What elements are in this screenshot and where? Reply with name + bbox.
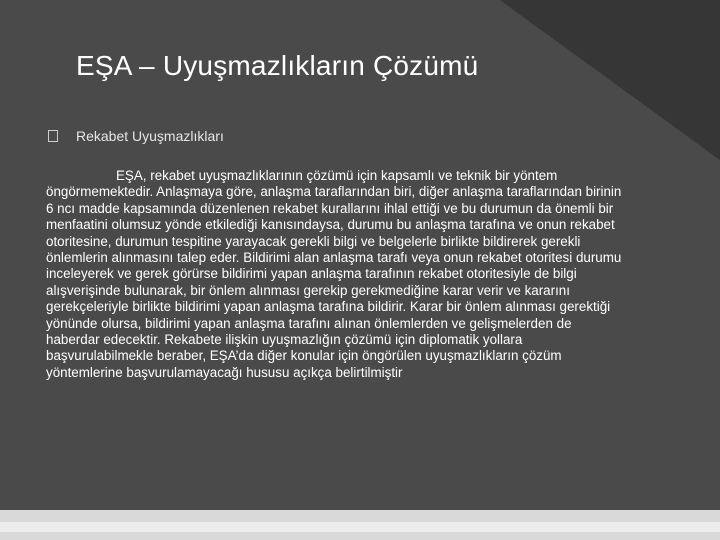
bullet-label: Rekabet Uyuşmazlıkları bbox=[76, 128, 224, 144]
bottom-strip bbox=[0, 510, 720, 540]
body-paragraph: EŞA, rekabet uyuşmazlıklarının çözümü için kapsamlı ve teknik bir yöntem öngörmemektedir. Anlaşmaya göre, anlaşma taraflarından biri, diğer anlaşma taraflarından birinin 6 ncı madde kapsamında düzenlenen rekabet kurallarını ihlal ettiği ve bu durumun da önemli bir menfaatini olumsuz yönde etkilediği kanısındaysa, durumu bu anlaşma tarafına ve onun rekabet otoritesine, durumun tespitine yarayacak gerekli bilgi ve belgelerle birlikte bildirerek gerekli önlemlerin alınmasını talep eder. Bildirimi alan anlaşma tarafı veya onun rekabet otoritesi durumu inceleyerek ve gerek görürse bildirimi yapan anlaşma tarafının rekabet otoritesiyle de bilgi alışverişinde bulunarak, bir önlem alınması gerekip gerekmediğine karar verir ve kararını gerekçeleriyle birlikte bildirimi yapan anlaşma tarafına bildirir. Karar bir önlem alınması gerektiği yönünde olursa, bildirimi yapan anlaşma tarafını alınan önlemlerden ve gelişmelerden de haberdar edecektir. Rekabete ilişkin uyuşmazlığın çözümü için diplomatik yollara başvurulabilmekle beraber, EŞA’da diğer konular için öngörülen uyuşmazlıkların çözüm yöntemlerine başvurulamayacağı hususu açıkça belirtilmiştir bbox=[46, 168, 622, 380]
bottom-strip-band bbox=[0, 522, 720, 532]
bullet-item bbox=[48, 128, 224, 144]
slide-title: EŞA – Uyuşmazlıkların Çözümü bbox=[76, 50, 479, 81]
square-bullet-icon bbox=[48, 130, 58, 142]
